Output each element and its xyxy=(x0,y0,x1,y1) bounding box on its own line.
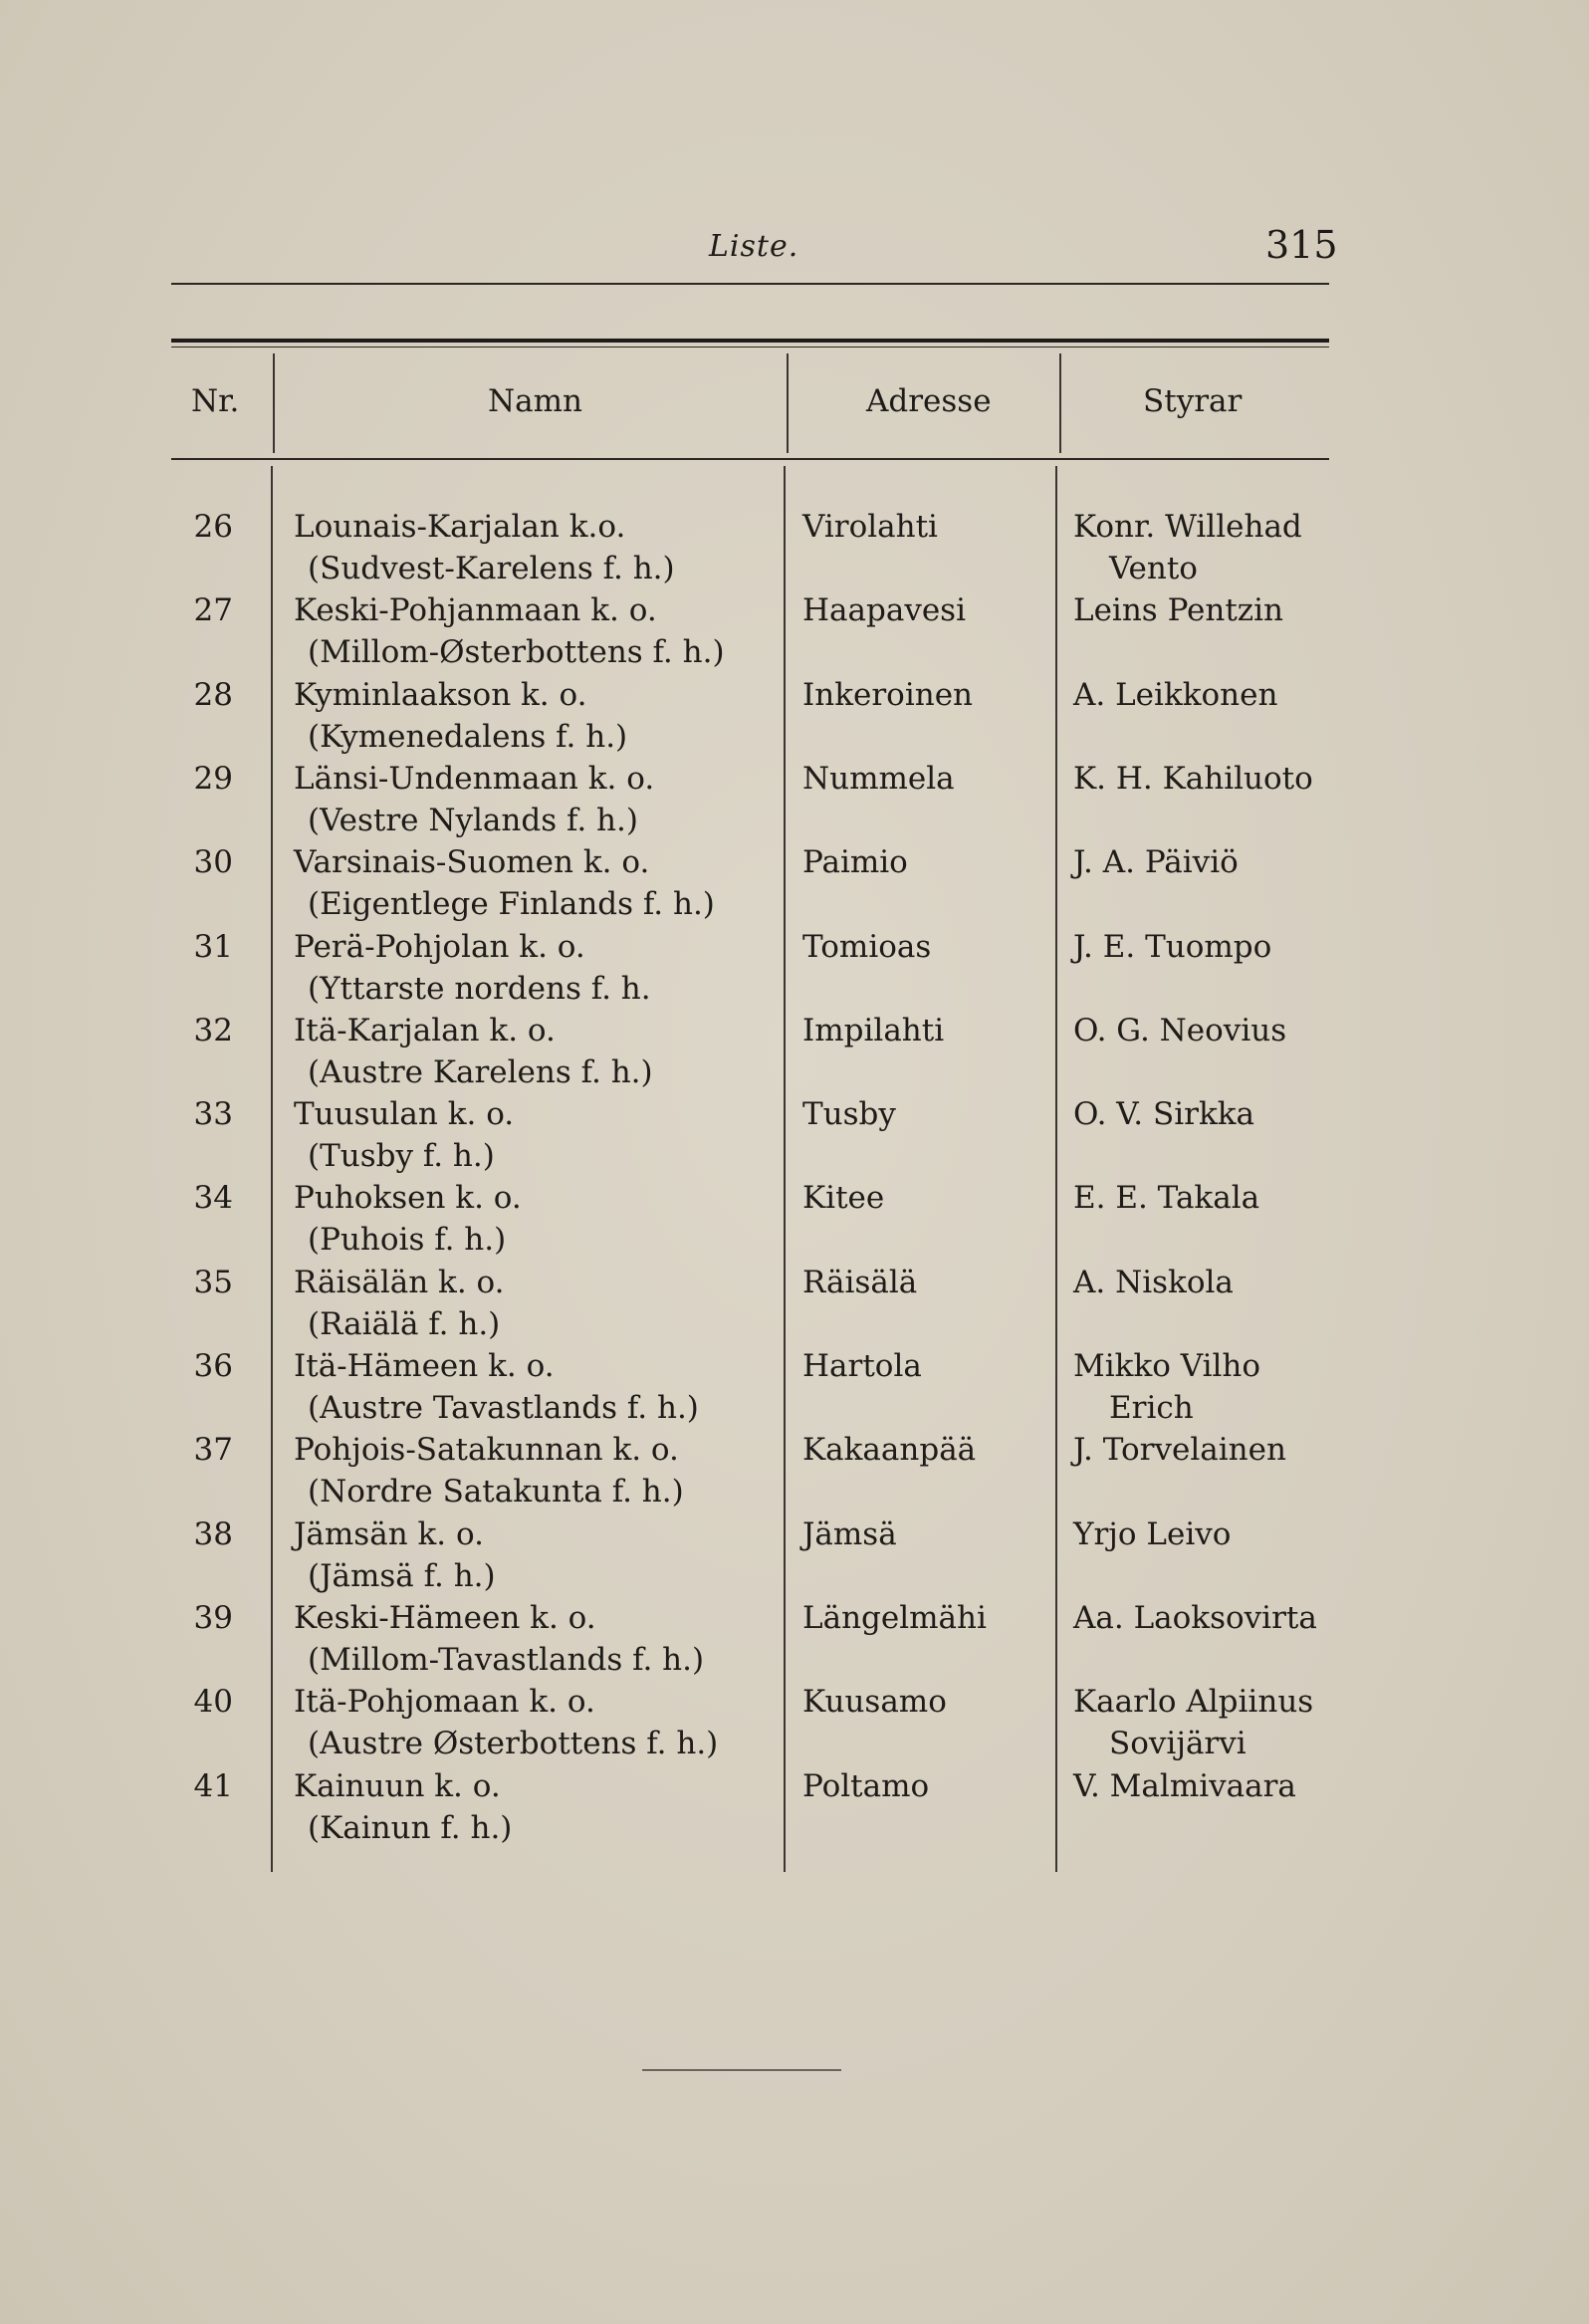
name-primary: Itä-Hämeen k. o. xyxy=(294,1348,555,1384)
name-cell xyxy=(294,1093,514,1177)
styrar-cell xyxy=(1073,758,1313,800)
row-number: 41 xyxy=(193,1768,233,1804)
address-cell: Räisälä xyxy=(802,1265,918,1300)
name-primary: Varsinais-Suomen k. o. xyxy=(294,844,650,880)
styrar-primary: J. Torvelainen xyxy=(1073,1432,1286,1468)
styrar-secondary: Sovijärvi xyxy=(1109,1726,1247,1761)
styrar-primary: V. Malmivaara xyxy=(1073,1768,1296,1804)
address-cell: Inkeroinen xyxy=(802,677,974,713)
name-primary: Lounais-Karjalan k.o. xyxy=(294,509,626,545)
name-secondary: (Raiälä f. h.) xyxy=(308,1306,501,1342)
page-number: 315 xyxy=(1265,223,1338,267)
styrar-cell xyxy=(1073,1597,1317,1639)
name-cell xyxy=(294,1765,512,1849)
name-primary: Puhoksen k. o. xyxy=(294,1180,522,1216)
name-primary: Itä-Karjalan k. o. xyxy=(294,1013,556,1048)
name-primary: Kyminlaakson k. o. xyxy=(294,677,587,713)
address-cell: Paimio xyxy=(802,844,908,880)
row-number: 29 xyxy=(193,761,233,797)
address-cell: Haapavesi xyxy=(802,592,967,628)
styrar-cell xyxy=(1073,1093,1254,1135)
row-number: 31 xyxy=(193,929,233,965)
styrar-primary: Yrjo Leivo xyxy=(1073,1516,1232,1552)
row-number: 36 xyxy=(193,1348,233,1384)
column-header-namn: Namn xyxy=(488,383,582,419)
styrar-primary: O. V. Sirkka xyxy=(1073,1096,1255,1132)
name-secondary: (Vestre Nylands f. h.) xyxy=(308,803,638,838)
address-cell: Impilahti xyxy=(802,1013,945,1048)
name-cell xyxy=(294,589,725,673)
address-cell: Kitee xyxy=(802,1180,885,1216)
address-cell: Längelmähi xyxy=(802,1600,987,1636)
name-secondary: (Tusby f. h.) xyxy=(308,1138,495,1174)
address-cell: Hartola xyxy=(802,1348,922,1384)
row-number: 37 xyxy=(193,1432,233,1468)
name-primary: Keski-Pohjanmaan k. o. xyxy=(294,592,657,628)
styrar-primary: Kaarlo Alpiinus xyxy=(1073,1684,1314,1720)
name-secondary: (Puhois f. h.) xyxy=(308,1222,507,1258)
name-cell xyxy=(294,758,654,841)
name-cell xyxy=(294,841,715,925)
row-number: 38 xyxy=(193,1516,233,1552)
name-secondary: (Austre Tavastlands f. h.) xyxy=(308,1390,699,1426)
styrar-cell xyxy=(1073,674,1277,716)
name-cell xyxy=(294,1513,496,1597)
styrar-primary: Aa. Laoksovirta xyxy=(1073,1600,1317,1636)
name-cell xyxy=(294,674,627,758)
row-number: 28 xyxy=(193,677,233,713)
name-primary: Länsi-Undenmaan k. o. xyxy=(294,761,655,797)
styrar-primary: Konr. Willehad xyxy=(1073,509,1302,545)
styrar-primary: J. E. Tuompo xyxy=(1073,929,1272,965)
name-secondary: (Nordre Satakunta f. h.) xyxy=(308,1474,684,1510)
styrar-primary: K. H. Kahiluoto xyxy=(1073,761,1313,797)
row-number: 27 xyxy=(193,592,233,628)
row-number: 33 xyxy=(193,1096,233,1132)
styrar-secondary: Erich xyxy=(1109,1390,1194,1426)
row-number: 35 xyxy=(193,1265,233,1300)
styrar-cell xyxy=(1073,1513,1231,1555)
styrar-cell xyxy=(1073,589,1283,631)
column-divider xyxy=(273,353,275,453)
name-primary: Keski-Hämeen k. o. xyxy=(294,1600,596,1636)
name-primary: Itä-Pohjomaan k. o. xyxy=(294,1684,595,1720)
styrar-cell xyxy=(1073,1010,1286,1051)
name-primary: Räisälän k. o. xyxy=(294,1265,505,1300)
table-top-rule xyxy=(171,339,1329,343)
styrar-cell xyxy=(1073,506,1302,589)
row-number: 32 xyxy=(193,1013,233,1048)
name-primary: Pohjois-Satakunnan k. o. xyxy=(294,1432,679,1468)
styrar-primary: O. G. Neovius xyxy=(1073,1013,1287,1048)
header-bottom-rule xyxy=(171,458,1329,460)
styrar-primary: A. Leikkonen xyxy=(1073,677,1278,713)
column-divider xyxy=(1059,353,1061,453)
styrar-secondary: Vento xyxy=(1109,551,1198,586)
row-number: 30 xyxy=(193,844,233,880)
name-secondary: (Austre Karelens f. h.) xyxy=(308,1054,653,1090)
address-cell: Kuusamo xyxy=(802,1684,947,1720)
name-cell xyxy=(294,1345,699,1429)
column-header-styrar: Styrar xyxy=(1143,383,1243,419)
name-cell xyxy=(294,1177,522,1261)
column-header-nr: Nr. xyxy=(191,383,240,419)
name-secondary: (Jämsä f. h.) xyxy=(308,1558,496,1594)
column-divider xyxy=(784,466,786,1872)
styrar-primary: Leins Pentzin xyxy=(1073,592,1284,628)
address-cell: Virolahti xyxy=(802,509,938,545)
running-header-title: Liste. xyxy=(709,229,799,264)
name-cell xyxy=(294,1262,505,1345)
row-number: 34 xyxy=(193,1180,233,1216)
name-secondary: (Sudvest-Karelens f. h.) xyxy=(308,551,675,586)
footer-rule xyxy=(642,2069,841,2071)
row-number: 40 xyxy=(193,1684,233,1720)
name-secondary: (Eigentlege Finlands f. h.) xyxy=(308,886,715,922)
table-top-rule-thin xyxy=(171,347,1329,348)
name-secondary: (Millom-Østerbottens f. h.) xyxy=(308,634,725,670)
address-cell: Kakaanpää xyxy=(802,1432,977,1468)
header-rule xyxy=(171,283,1329,285)
address-cell: Tusby xyxy=(802,1096,896,1132)
styrar-cell xyxy=(1073,1262,1234,1303)
styrar-cell xyxy=(1073,1429,1286,1471)
address-cell: Jämsä xyxy=(802,1516,897,1552)
name-secondary: (Kymenedalens f. h.) xyxy=(308,719,628,755)
column-divider xyxy=(1055,466,1057,1872)
name-cell xyxy=(294,1429,684,1512)
styrar-cell xyxy=(1073,1177,1259,1219)
styrar-primary: A. Niskola xyxy=(1073,1265,1234,1300)
styrar-primary: J. A. Päiviö xyxy=(1073,844,1239,880)
name-secondary: (Austre Østerbottens f. h.) xyxy=(308,1726,719,1761)
address-cell: Poltamo xyxy=(802,1768,930,1804)
column-header-adresse: Adresse xyxy=(866,383,992,419)
name-secondary: (Millom-Tavastlands f. h.) xyxy=(308,1642,705,1678)
name-cell xyxy=(294,1681,718,1764)
address-cell: Tomioas xyxy=(802,929,932,965)
styrar-cell xyxy=(1073,1345,1260,1429)
row-number: 39 xyxy=(193,1600,233,1636)
name-secondary: (Kainun f. h.) xyxy=(308,1810,513,1846)
address-cell: Nummela xyxy=(802,761,955,797)
name-cell xyxy=(294,926,651,1010)
name-primary: Perä-Pohjolan k. o. xyxy=(294,929,585,965)
styrar-cell xyxy=(1073,1765,1296,1807)
name-primary: Kainuun k. o. xyxy=(294,1768,501,1804)
name-cell xyxy=(294,1597,704,1681)
name-primary: Tuusulan k. o. xyxy=(294,1096,515,1132)
name-primary: Jämsän k. o. xyxy=(294,1516,484,1552)
column-divider xyxy=(787,353,789,453)
name-cell xyxy=(294,1010,653,1093)
styrar-primary: E. E. Takala xyxy=(1073,1180,1260,1216)
styrar-cell xyxy=(1073,841,1239,883)
column-divider xyxy=(271,466,273,1872)
name-cell xyxy=(294,506,675,589)
styrar-cell xyxy=(1073,1681,1313,1764)
styrar-primary: Mikko Vilho xyxy=(1073,1348,1261,1384)
name-secondary: (Yttarste nordens f. h. xyxy=(308,971,651,1007)
styrar-cell xyxy=(1073,926,1271,968)
row-number: 26 xyxy=(193,509,233,545)
